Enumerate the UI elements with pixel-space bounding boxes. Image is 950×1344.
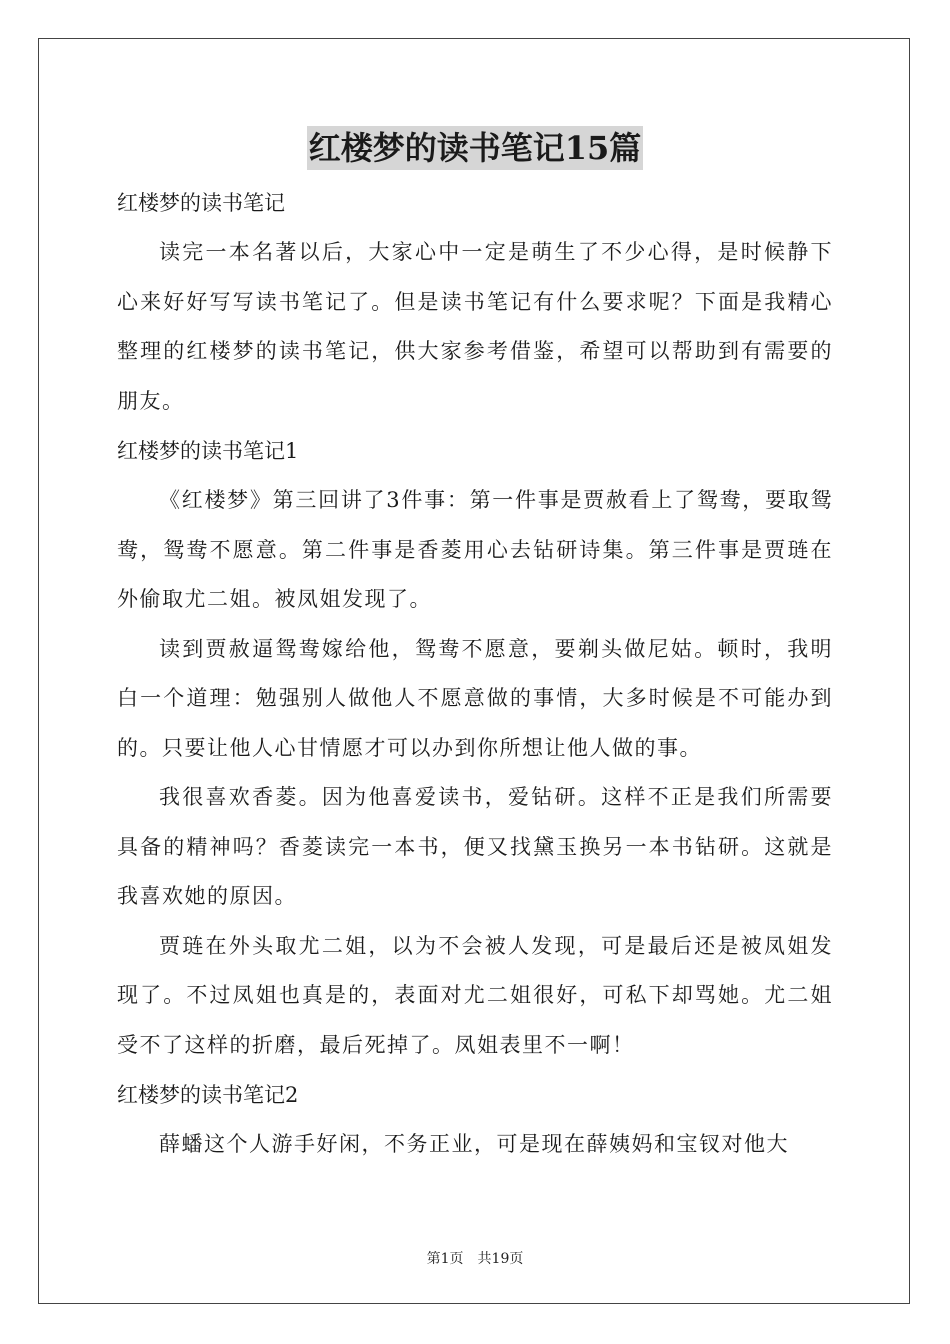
paragraph: 读完一本名著以后，大家心中一定是萌生了不少心得，是时候静下心来好好写写读书笔记了。但是读书笔记有什么要求呢？下面是我精心整理的红楼梦的读书笔记，供大家参考借鉴，希望可以帮助到有需要的朋友。 (117, 240, 833, 413)
title-container (117, 126, 833, 172)
section-heading: 红楼梦的读书笔记2 (117, 1083, 299, 1107)
paragraph: 薛蟠这个人游手好闲，不务正业，可是现在薛姨妈和宝钗对他大 (159, 1132, 789, 1156)
paragraph: 读到贾赦逼鸳鸯嫁给他，鸳鸯不愿意，要剃头做尼姑。顿时，我明白一个道理：勉强别人做他人不愿意做的事情，大多时候是不可能办到的。只要让他人心甘情愿才可以办到你所想让他人做的事。 (117, 636, 833, 760)
section-heading: 红楼梦的读书笔记1 (117, 439, 299, 463)
document-title: 红楼梦的读书笔记15篇 (307, 126, 644, 170)
page-footer: 第1页 共19页 (426, 1251, 524, 1267)
document-body (117, 126, 833, 1170)
paragraph: 贾琏在外头取尤二姐，以为不会被人发现，可是最后还是被凤姐发现了。不过凤姐也真是的，表面对尤二姐很好，可私下却骂她。尤二姐受不了这样的折磨，最后死掉了。凤姐表里不一啊！ (117, 933, 833, 1057)
section-heading: 红楼梦的读书笔记 (117, 191, 285, 215)
paragraph: 我很喜欢香菱。因为他喜爱读书，爱钻研。这样不正是我们所需要具备的精神吗？香菱读完一本书，便又找黛玉换另一本书钻研。这就是我喜欢她的原因。 (117, 785, 833, 908)
paragraph: 《红楼梦》第三回讲了3件事：第一件事是贾赦看上了鸳鸯，要取鸳鸯，鸳鸯不愿意。第二件事是香菱用心去钻研诗集。第三件事是贾琏在外偷取尤二姐。被凤姐发现了。 (117, 488, 833, 611)
